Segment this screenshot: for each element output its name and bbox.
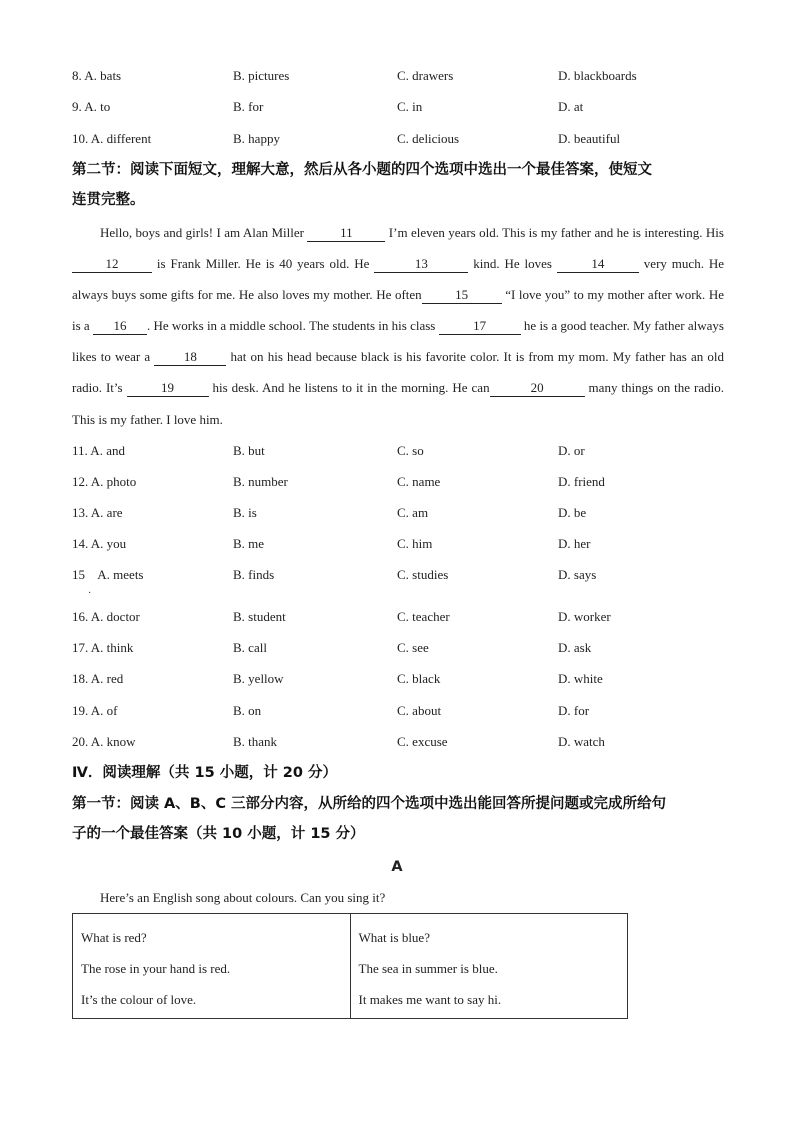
song-right-column: [350, 914, 628, 1019]
option-b: B. on: [233, 703, 262, 718]
part4-subheading-line1: 第一节：阅读 A、B、C 三部分内容，从所给的四个选项中选出能回答所提问题或完成所给句: [72, 796, 667, 812]
passage-a-intro: Here’s an English song about colours. Can you sing it?: [100, 890, 386, 905]
option-a: 19. A. of: [72, 703, 118, 718]
option-b: B. for: [233, 99, 264, 114]
passage-text: is Frank Miller. He is 40 years old. He: [152, 256, 375, 272]
option-b: B. thank: [233, 734, 278, 749]
question-row-14: [72, 534, 732, 554]
passage-text: “I love you” to my mother after work. He is a: [72, 287, 724, 334]
option-d: D. white: [558, 671, 603, 686]
passage-text: . He works in a middle school. The students in his class: [146, 318, 439, 334]
option-c: C. name: [397, 474, 441, 489]
option-d: D. watch: [558, 734, 605, 749]
option-c: C. in: [397, 99, 423, 114]
passage-text: very much. He always buys some gifts for me. He also loves my mother. He often: [72, 256, 725, 303]
part4-heading: Ⅳ．阅读理解（共 15 小题，计 20 分）: [72, 765, 337, 781]
option-a: 15 A. meets: [72, 567, 144, 582]
passage-text: his desk. And he listens to it in the morning. He can: [208, 380, 490, 396]
song-line: It makes me want to say hi.: [358, 992, 502, 1007]
option-d: D. worker: [558, 609, 611, 624]
question-row-11: [72, 441, 732, 461]
part4-subheading-line2: 子的一个最佳答案（共 10 小题，计 15 分）: [72, 826, 365, 842]
section2-heading: [72, 155, 732, 215]
option-c: C. black: [397, 671, 441, 686]
option-c: C. excuse: [397, 734, 448, 749]
song-left-column: [73, 914, 351, 1019]
option-d: D. her: [558, 536, 591, 551]
option-a: 8. A. bats: [72, 68, 122, 83]
blank-19: 19: [127, 380, 209, 397]
option-c: C. him: [397, 536, 433, 551]
question-row-13: [72, 503, 732, 523]
passage-text: Hello, boys and girls! I am Alan Miller: [100, 225, 308, 240]
question-row-8: [72, 66, 732, 86]
option-a: 14. A. you: [72, 536, 127, 551]
song-line: It’s the colour of love.: [81, 992, 197, 1007]
question-row-10: [72, 129, 732, 149]
option-a: 16. A. doctor: [72, 609, 140, 624]
question-row-12: [72, 472, 732, 492]
option-b: B. student: [233, 609, 286, 624]
option-c: C. am: [397, 505, 429, 520]
option-a: 11. A. and: [72, 443, 125, 458]
option-b: B. yellow: [233, 671, 284, 686]
passage-text: many things on the radio. This is my father. I love him.: [72, 380, 724, 427]
song-table: [72, 913, 628, 1019]
question-row-9: [72, 97, 732, 117]
blank-16: 16: [93, 318, 147, 335]
option-a: 12. A. photo: [72, 474, 137, 489]
part4-subheading: [72, 789, 732, 849]
question-row-19: [72, 701, 732, 721]
option-a: 13. A. are: [72, 505, 123, 520]
option-a: 9. A. to: [72, 99, 111, 114]
option-d: D. blackboards: [558, 68, 637, 83]
option-c: C. see: [397, 640, 429, 655]
blank-18: 18: [154, 349, 226, 366]
blank-15: 15: [422, 287, 502, 304]
passage-text: hat on his head because black is his favorite color. It is from my mom. My father has an old radio. It’s: [72, 349, 724, 396]
period-mark: ·: [88, 588, 92, 599]
option-b: B. me: [233, 536, 265, 551]
passage-text: he is a good teacher. My father always likes to wear a: [72, 318, 724, 365]
song-line: The rose in your hand is red.: [81, 961, 231, 976]
option-b: B. finds: [233, 567, 275, 582]
option-d: D. beautiful: [558, 131, 621, 146]
option-c: C. teacher: [397, 609, 450, 624]
passage-a-title: A: [391, 859, 403, 875]
blank-11: 11: [307, 225, 385, 242]
blank-13: 13: [374, 256, 468, 273]
option-c: C. so: [397, 443, 424, 458]
song-line: The sea in summer is blue.: [358, 961, 498, 976]
option-d: D. for: [558, 703, 590, 718]
option-a: 18. A. red: [72, 671, 124, 686]
question-row-17: [72, 638, 732, 658]
option-b: B. call: [233, 640, 267, 655]
option-b: B. but: [233, 443, 265, 458]
option-c: C. delicious: [397, 131, 460, 146]
question-row-16: [72, 607, 732, 627]
option-d: D. at: [558, 99, 584, 114]
question-row-15: [72, 565, 732, 585]
option-d: D. be: [558, 505, 587, 520]
section2-heading-line1: 第二节：阅读下面短文，理解大意，然后从各小题的四个选项中选出一个最佳答案，使短文: [72, 162, 652, 178]
question-row-18: [72, 669, 732, 689]
option-d: D. says: [558, 567, 597, 582]
question-row-20: [72, 732, 732, 752]
option-b: B. number: [233, 474, 288, 489]
blank-12: 12: [72, 256, 152, 273]
song-line: What is blue?: [358, 930, 430, 945]
option-a: 20. A. know: [72, 734, 136, 749]
option-d: D. or: [558, 443, 585, 458]
option-b: B. happy: [233, 131, 280, 146]
option-c: C. about: [397, 703, 442, 718]
blank-14: 14: [557, 256, 639, 273]
option-d: D. friend: [558, 474, 605, 489]
section2-heading-line2: 连贯完整。: [72, 192, 145, 208]
song-line: What is red?: [81, 930, 147, 945]
option-b: B. is: [233, 505, 257, 520]
cloze-passage: [72, 217, 724, 435]
passage-text: I’m eleven years old. This is my father and he is interesting. His: [385, 225, 724, 240]
blank-20: 20: [490, 380, 585, 397]
option-c: C. studies: [397, 567, 449, 582]
option-d: D. ask: [558, 640, 592, 655]
blank-17: 17: [439, 318, 521, 335]
passage-text: kind. He loves: [468, 256, 557, 272]
option-c: C. drawers: [397, 68, 454, 83]
option-b: B. pictures: [233, 68, 290, 83]
option-a: 10. A. different: [72, 131, 152, 146]
option-a: 17. A. think: [72, 640, 134, 655]
